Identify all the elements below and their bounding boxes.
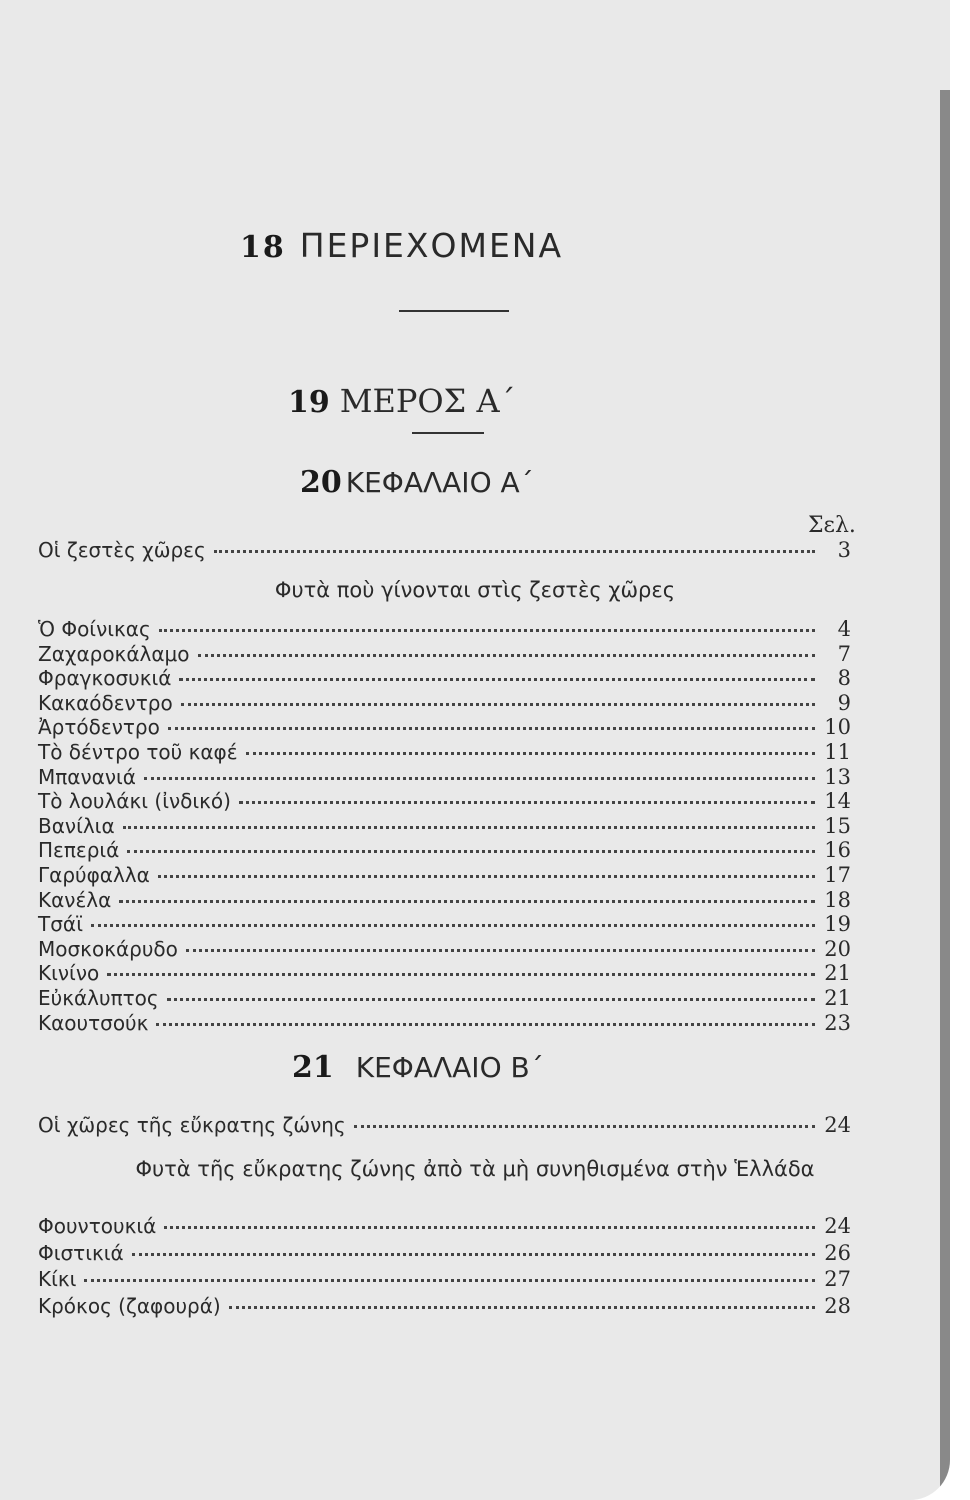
chapter-a-heading — [300, 465, 534, 500]
handwritten-number-mark: 18 — [240, 230, 286, 265]
dot-leader — [132, 1253, 815, 1256]
page-column-label: Σελ. — [808, 513, 856, 538]
toc-entry-page: 11 — [824, 740, 851, 764]
toc-entry-page: 16 — [824, 838, 851, 863]
toc-entry[interactable] — [38, 912, 851, 936]
toc-entry-page: 3 — [837, 538, 851, 562]
dot-leader — [354, 1125, 815, 1128]
toc-entry-label: Τὸ δέντρο τοῦ καφέ — [38, 740, 238, 764]
part-heading — [288, 382, 516, 420]
toc-entry-label: Πεπεριά — [38, 838, 120, 863]
chapter-b-heading — [292, 1050, 544, 1085]
toc-entry[interactable] — [38, 617, 851, 641]
toc-entry-page: 21 — [824, 986, 851, 1010]
toc-entry[interactable] — [38, 986, 851, 1010]
toc-entry-page: 28 — [824, 1293, 851, 1318]
toc-entry-page: 27 — [824, 1267, 851, 1291]
toc-entry-page: 17 — [824, 863, 851, 887]
dot-leader — [107, 973, 815, 976]
dot-leader — [246, 752, 815, 755]
toc-entry-label: Εὐκάλυπτος — [38, 986, 159, 1010]
toc-entry-label: Φιστικιά — [38, 1240, 124, 1265]
toc-entry-page: 7 — [837, 641, 851, 666]
toc-entry-page: 8 — [837, 666, 851, 691]
toc-entry[interactable] — [38, 1011, 851, 1035]
dot-leader — [156, 1023, 815, 1026]
dot-leader — [229, 1306, 815, 1309]
toc-entry-page: 4 — [837, 617, 851, 641]
toc-entry-page: 10 — [824, 715, 851, 740]
dot-leader — [164, 1226, 815, 1229]
toc-entry-page: 21 — [824, 961, 851, 986]
toc-entry[interactable] — [38, 814, 851, 838]
toc-entry-label: Κίκι — [38, 1267, 77, 1291]
dot-leader — [91, 924, 815, 927]
dot-leader — [84, 1279, 815, 1282]
dot-leader — [167, 998, 815, 1001]
part-heading-text: ΜΕΡΟΣ Α΄ — [339, 382, 516, 420]
toc-entry[interactable] — [38, 691, 851, 715]
toc-entry-label: Γαρύφαλλα — [38, 863, 150, 887]
dot-leader — [214, 550, 815, 553]
handwritten-number-mark: 19 — [288, 385, 330, 420]
part-divider — [412, 432, 484, 434]
toc-entry-label: Φουντουκιά — [38, 1214, 157, 1238]
toc-entry[interactable] — [38, 888, 851, 912]
chapter-b-heading-text: ΚΕΦΑΛΑΙΟ Β΄ — [355, 1051, 544, 1084]
toc-entry[interactable] — [38, 740, 851, 764]
toc-entry-page: 13 — [824, 764, 851, 789]
toc-entry-label: Οἱ χῶρες τῆς εὔκρατης ζώνης — [38, 1113, 346, 1137]
dot-leader — [144, 777, 815, 780]
toc-entry-page: 18 — [824, 887, 851, 912]
dot-leader — [127, 850, 815, 853]
toc-entry-label: Φραγκοσυκιά — [38, 666, 172, 691]
toc-entry-label: Ζαχαροκάλαμο — [38, 641, 190, 666]
chapter-a-heading-text: ΚΕΦΑΛΑΙΟ Α΄ — [345, 466, 534, 499]
dot-leader — [198, 654, 815, 657]
toc-entry[interactable] — [38, 642, 851, 666]
toc-entry-label: Ἀρτόδεντρο — [38, 715, 160, 740]
toc-entry[interactable] — [38, 961, 851, 985]
toc-entry[interactable] — [38, 1241, 851, 1265]
dot-leader — [119, 900, 815, 903]
toc-entry-label: Τσάϊ — [38, 912, 83, 937]
toc-entry-label: Τὸ λουλάκι (ἰνδικό) — [38, 789, 231, 814]
page-title-text: ΠΕΡΙΕΧΟΜΕΝΑ — [299, 226, 564, 265]
toc-entry[interactable] — [38, 538, 851, 562]
title-divider — [399, 310, 509, 312]
handwritten-number-mark: 21 — [292, 1050, 334, 1085]
toc-entry-label: Μπανανιά — [38, 764, 136, 789]
toc-entry-page: 20 — [824, 936, 851, 961]
toc-entry-page: 9 — [837, 690, 851, 715]
toc-entry-page: 26 — [824, 1240, 851, 1265]
section-subheading: Φυτὰ τῆς εὔκρατης ζώνης ἀπὸ τὰ μὴ συνηθισμένα στὴν Ἑλλάδα — [135, 1157, 815, 1181]
page-title — [240, 226, 563, 265]
toc-entry[interactable] — [38, 863, 851, 887]
toc-entry-page: 24 — [824, 1214, 851, 1238]
toc-entry[interactable] — [38, 715, 851, 739]
toc-entry-page: 15 — [824, 813, 851, 838]
toc-entry-label: Κακαόδεντρο — [38, 690, 173, 715]
toc-entry[interactable] — [38, 838, 851, 862]
dot-leader — [179, 678, 815, 681]
toc-entry-page: 23 — [824, 1010, 851, 1035]
toc-entry-label: Κρόκος (ζαφουρά) — [38, 1293, 221, 1318]
handwritten-number-mark: 20 — [300, 465, 342, 500]
toc-entry-page: 24 — [824, 1113, 851, 1137]
toc-entry[interactable] — [38, 1214, 851, 1238]
toc-entry-label: Κανέλα — [38, 887, 112, 912]
toc-entry[interactable] — [38, 789, 851, 813]
dot-leader — [159, 629, 815, 632]
toc-entry[interactable] — [38, 937, 851, 961]
toc-entry[interactable] — [38, 1113, 851, 1137]
toc-entry-page: 19 — [824, 912, 851, 937]
toc-entry[interactable] — [38, 765, 851, 789]
toc-entry-page: 14 — [824, 789, 851, 814]
section-subheading: Φυτὰ ποὺ γίνονται στὶς ζεστὲς χῶρες — [274, 578, 676, 602]
toc-entry-label: Ὁ Φοίνικας — [38, 617, 151, 641]
dot-leader — [158, 875, 815, 878]
dot-leader — [181, 703, 815, 706]
toc-entry[interactable] — [38, 1267, 851, 1291]
dot-leader — [168, 727, 815, 730]
toc-entry-label: Μοσκοκάρυδο — [38, 936, 178, 961]
dot-leader — [186, 949, 815, 952]
toc-entry-label: Καουτσούκ — [38, 1010, 149, 1035]
toc-entry-label: Οἱ ζεστὲς χῶρες — [38, 538, 206, 562]
dot-leader — [123, 826, 815, 829]
dot-leader — [239, 801, 815, 804]
toc-entry-label: Κινίνο — [38, 961, 100, 986]
toc-entry-label: Βανίλια — [38, 813, 115, 838]
toc-entry[interactable] — [38, 666, 851, 690]
toc-entry[interactable] — [38, 1294, 851, 1318]
